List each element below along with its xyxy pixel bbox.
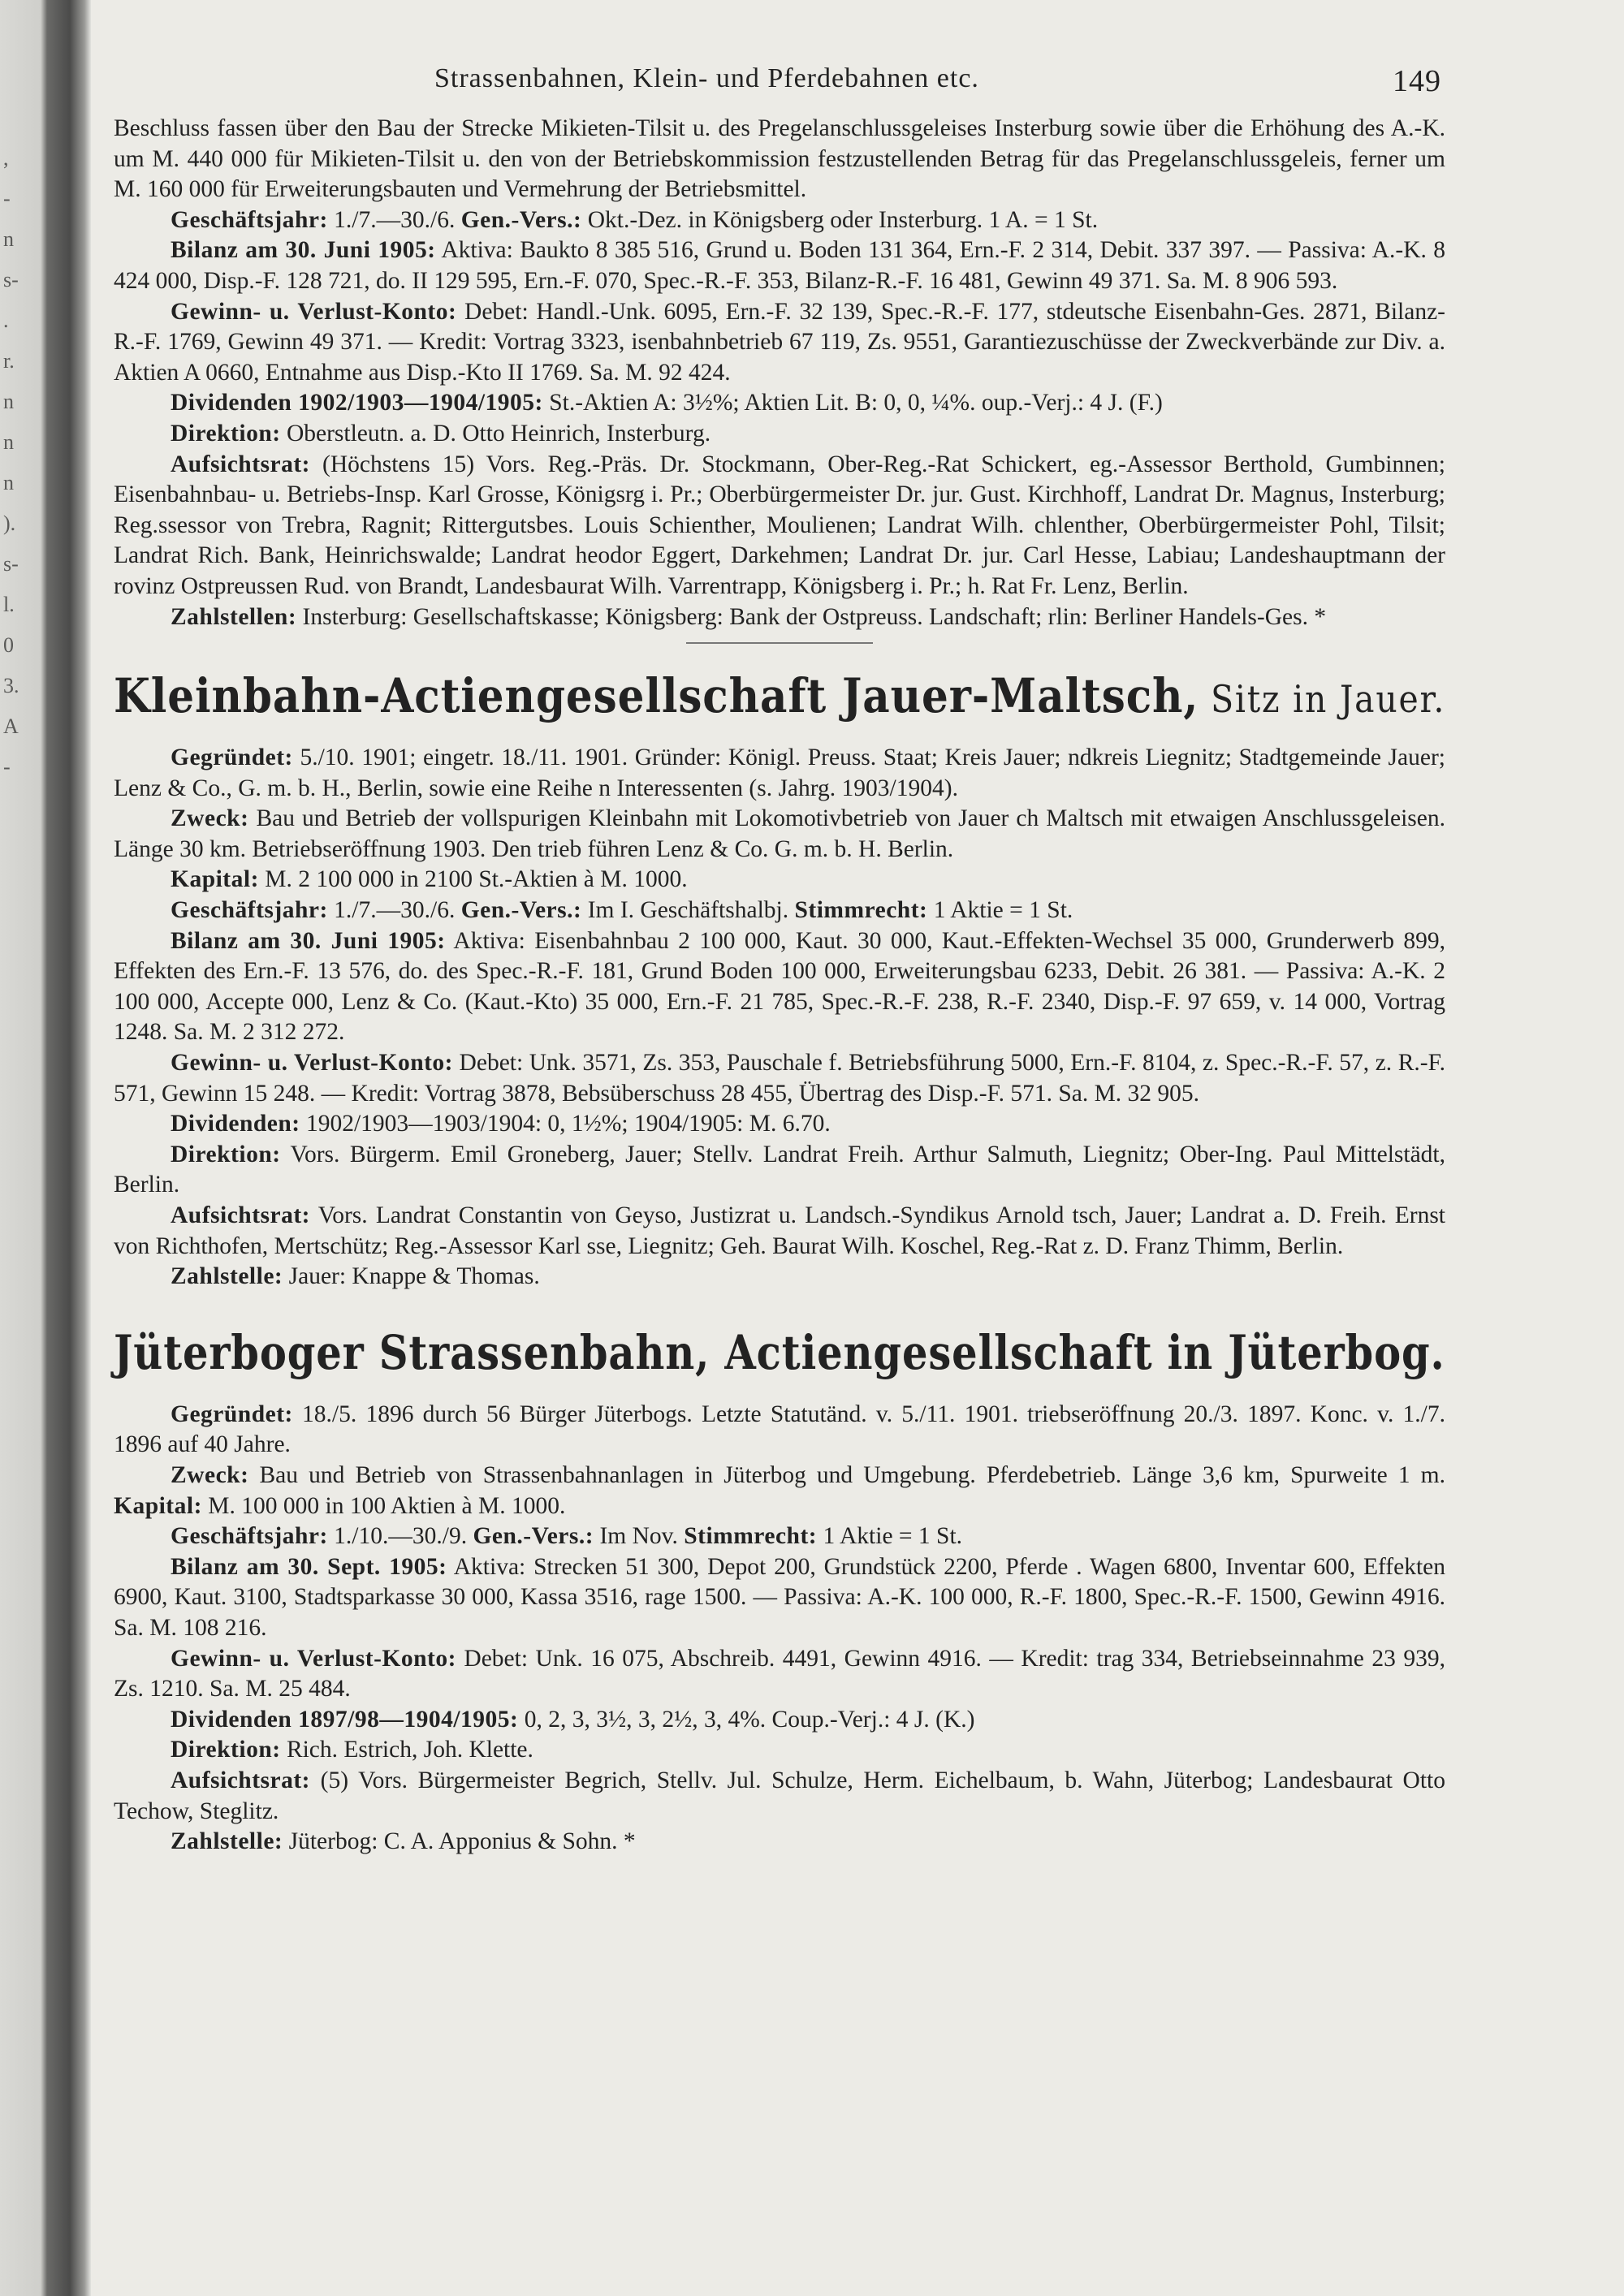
- margin-fragment: l.: [3, 593, 15, 616]
- entry-aufsichtsrat: Aufsichtsrat: (Höchstens 15) Vors. Reg.-Präs. Dr. Stockmann, Ober-Reg.-Rat Schickert, eg.-Assessor Berthold, Gumbinnen; Eisenbahnbau- u. Betriebs-Insp. Karl Grosse, Königsrg i. Pr.; Oberbürgermeister Dr. jur. Gust. Kirchhoff, Landrat Dr. Magnus, Insterburg; Reg.ssessor von Trebra, Ragnit; Rittergutsbes. Louis Schienther, Moulienen; Landrat Wilh. chlenther, Oberbürgermeister Pohl, Tilsit; Landrat Rich. Bank, Heinrichswalde; Landrat heodor Eggert, Darkehmen; Landrat Dr. jur. Carl Hesse, Labiau; Landeshauptmann der rovinz Ostpreussen Rud. von Brandt, Landesbaurat Wilh. Varrentrapp, Königsberg i. Pr.; h. Rat Fr. Lenz, Berlin.: [114, 451, 1445, 599]
- entry-bilanz: Bilanz am 30. Sept. 1905: Aktiva: Strecken 51 300, Depot 200, Grundstück 2200, Pferde . Wagen 6800, Inventar 600, Effekten 6900, Kaut. 3100, Stadtsparkasse 30 000, Kassa 3516, rage 1500. — Passiva: A.-K. 100 000, R.-F. 1800, Spec.-R.-F. 1500, Gewinn 4916. Sa. M. 108 216.: [114, 1553, 1446, 1641]
- entry-direktion: Direktion: Vors. Bürgerm. Emil Groneberg, Jauer; Stellv. Landrat Freih. Arthur Salmuth, Liegnitz; Ober-Ing. Paul Mittelstädt, Berlin.: [114, 1141, 1445, 1198]
- margin-fragment: r.: [3, 349, 15, 373]
- margin-fragment: n: [3, 430, 14, 454]
- entry-zahlstellen: Zahlstellen: Insterburg: Gesellschaftskasse; Königsberg: Bank der Ostpreuss. Landschaft; rlin: Berliner Handels-Ges. *: [171, 603, 1327, 630]
- entry-gegruendet: Gegründet: 18./5. 1896 durch 56 Bürger Jüterbogs. Letzte Statutänd. v. 5./11. 1901. triebseröffnung 20./3. 1897. Konc. v. 1./7. 1896 auf 40 Jahre.: [114, 1400, 1445, 1458]
- company-heading: Kleinbahn-Actiengesellschaft Jauer-Maltsch, Sitz in Jauer.: [114, 668, 1446, 724]
- section-jueterbog: [114, 1325, 1445, 1858]
- entry-direktion: Direktion: Rich. Estrich, Joh. Klette.: [171, 1737, 533, 1763]
- entry-gewinn-verlust: Gewinn- u. Verlust-Konto: Debet: Unk. 16 075, Abschreib. 4491, Gewinn 4916. — Kredit: trag 334, Betriebseinnahme 23 939, Zs. 1210. Sa. M. 25 484.: [114, 1645, 1445, 1703]
- section-divider: [686, 642, 873, 644]
- entry-dividenden: Dividenden 1897/98—1904/1905: 0, 2, 3, 3½, 3, 2½, 3, 4%. Coup.-Verj.: 4 J. (K.): [171, 1706, 975, 1733]
- entry-gewinn-verlust: Gewinn- u. Verlust-Konto: Debet: Handl.-Unk. 6095, Ern.-F. 32 139, Spec.-R.-F. 177, stdeutsche Eisenbahn-Ges. 2871, Bilanz-R.-F. 1769, Gewinn 49 371. — Kredit: Vortrag 3323, isenbahnbetrieb 67 119, Zs. 9551, Garantiezuschüsse der Zweckverbände zur Div. a. Aktien A 0660, Entnahme aus Disp.-Kto II 1769. Sa. M. 92 424.: [114, 298, 1445, 386]
- entry-gewinn-verlust: Gewinn- u. Verlust-Konto: Debet: Unk. 3571, Zs. 353, Pauschale f. Betriebsführung 5000, Ern.-F. 8104, z. Spec.-R.-F. 57, z. R.-F. 571, Gewinn 15 248. — Kredit: Vortrag 3878, Bebsüberschuss 28 455, Übertrag des Disp.-F. 571. Sa. M. 32 905.: [114, 1050, 1445, 1107]
- intro-paragraph: Beschluss fassen über den Bau der Strecke Mikieten-Tilsit u. des Pregelanschlussgeleises Insterburg sowie über die Erhöhung des A.-K. um M. 440 000 für Mikieten-Tilsit u. den von der Betriebskommission festzustellenden Betrag für das Pregelanschlussgeleis, ferner um M. 160 000 für Erweiterungsbauten und Vermehrung der Betriebsmittel.: [114, 115, 1445, 203]
- entry-zweck: Zweck: Bau und Betrieb der vollspurigen Kleinbahn mit Lokomotivbetrieb von Jauer ch Maltsch mit etwaigen Anschlussgeleisen. Länge 30 km. Betriebseröffnung 1903. Den trieb führen Lenz & Co. G. m. b. H. Berlin.: [114, 805, 1445, 862]
- page-number: 149: [1393, 64, 1441, 98]
- book-page: [114, 49, 1445, 2273]
- entry-kapital: Kapital: M. 2 100 000 in 2100 St.-Aktien à M. 1000.: [171, 866, 688, 893]
- section-insterburg-continued: [114, 114, 1445, 632]
- margin-fragment: ).: [3, 511, 16, 535]
- entry-gegruendet: Gegründet: 5./10. 1901; eingetr. 18./11. 1901. Gründer: Königl. Preuss. Staat; Kreis Jauer; ndkreis Liegnitz; Stadtgemeinde Jauer; Lenz & Co., G. m. b. H., Berlin, sowie eine Reihe n Interessenten (s. Jahrg. 1903/1904).: [114, 744, 1445, 801]
- margin-fragment: s-: [3, 268, 19, 291]
- margin-fragment: A: [3, 714, 19, 738]
- entry-dividenden: Dividenden 1902/1903—1904/1905: St.-Aktien A: 3½%; Aktien Lit. B: 0, 0, ¼%. oup.-Verj.: 4 J. (F.): [171, 390, 1163, 416]
- running-head: [114, 49, 1445, 114]
- entry-dividenden: Dividenden: 1902/1903—1903/1904: 0, 1½%; 1904/1905: M. 6.70.: [171, 1111, 831, 1137]
- entry-aufsichtsrat: Aufsichtsrat: Vors. Landrat Constantin von Geyso, Justizrat u. Landsch.-Syndikus Arnold tsch, Jauer; Landrat a. D. Freih. Ernst von Richthofen, Mertschütz; Reg.-Assessor Karl sse, Liegnitz; Geh. Baurat Wilh. Koschel, Reg.-Rat z. D. Franz Thimm, Berlin.: [114, 1202, 1445, 1259]
- entry-zahlstelle: Zahlstelle: Jüterbog: C. A. Apponius & Sohn. *: [171, 1828, 636, 1855]
- company-heading: Jüterboger Strassenbahn, Actiengesellschaft in Jüterbog.: [114, 1324, 1445, 1380]
- section-jauer-maltsch: [114, 668, 1445, 1293]
- margin-fragment: .: [3, 309, 9, 332]
- entry-zahlstelle: Zahlstelle: Jauer: Knappe & Thomas.: [171, 1263, 540, 1290]
- margin-fragment: n: [3, 390, 14, 413]
- margin-fragment: ,: [3, 146, 9, 170]
- entry-geschaeftsjahr: Geschäftsjahr: 1./10.—30./9. Gen.-Vers.: Im Nov. Stimmrecht: 1 Aktie = 1 St.: [171, 1523, 963, 1550]
- entry-bilanz: Bilanz am 30. Juni 1905: Aktiva: Baukto 8 385 516, Grund u. Boden 131 364, Ern.-F. 2 314, Debit. 337 397. — Passiva: A.-K. 8 424 000, Disp.-F. 128 721, do. II 129 595, Ern.-F. 070, Spec.-R.-F. 353, Bilanz-R.-F. 16 481, Gewinn 49 371. Sa. M. 8 906 593.: [114, 237, 1445, 294]
- margin-fragment: -: [3, 187, 11, 210]
- margin-fragment: -: [3, 755, 11, 779]
- margin-fragment: 0: [3, 633, 14, 657]
- entry-geschaeftsjahr: Geschäftsjahr: 1./7.—30./6. Gen.-Vers.: Okt.-Dez. in Königsberg oder Insterburg. 1 A. = 1 St.: [171, 206, 1099, 233]
- running-head-title: Strassenbahnen, Klein- und Pferdebahnen etc.: [434, 63, 979, 93]
- margin-fragment: s-: [3, 552, 19, 576]
- margin-fragment: n: [3, 471, 14, 494]
- entry-direktion: Direktion: Oberstleutn. a. D. Otto Heinrich, Insterburg.: [171, 420, 711, 447]
- entry-geschaeftsjahr: Geschäftsjahr: 1./7.—30./6. Gen.-Vers.: Im I. Geschäftshalbj. Stimmrecht: 1 Aktie = 1 St.: [171, 897, 1073, 924]
- entry-bilanz: Bilanz am 30. Juni 1905: Aktiva: Eisenbahnbau 2 100 000, Kaut. 30 000, Kaut.-Effekten-Wechsel 35 000, Grunderwerb 899, Effekten des Ern.-F. 13 576, do. des Spec.-R.-F. 181, Grund Boden 100 000, Erweiterungsbau 6233, Debit. 26 381. — Passiva: A.-K. 2 100 000, Accepte 000, Lenz & Co. (Kaut.-Kto) 35 000, Ern.-F. 21 785, Spec.-R.-F. 238, R.-F. 2340, Disp.-F. 97 659, v. 14 000, Vortrag 1248. Sa. M. 2 312 272.: [114, 927, 1446, 1046]
- facing-page-fragments: [3, 138, 42, 788]
- entry-aufsichtsrat: Aufsichtsrat: (5) Vors. Bürgermeister Begrich, Stellv. Jul. Schulze, Herm. Eichelbaum, b. Wahn, Jüterbog; Landesbaurat Otto Techow, Steglitz.: [114, 1767, 1445, 1824]
- margin-fragment: n: [3, 227, 14, 251]
- entry-zweck: Zweck: Bau und Betrieb von Strassenbahnanlagen in Jüterbog und Umgebung. Pferdebetrieb. Länge 3,6 km, Spurweite 1 m. Kapital: M. 100 000 in 100 Aktien à M. 1000.: [114, 1461, 1445, 1519]
- margin-fragment: 3.: [3, 674, 19, 697]
